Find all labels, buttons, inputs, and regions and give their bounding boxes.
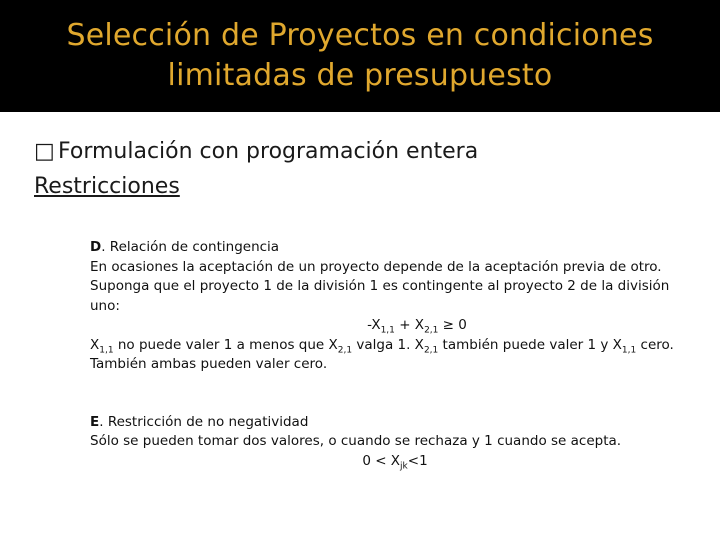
explain-var-1: X xyxy=(90,336,100,353)
section-d-paragraph-2: Suponga que el proyecto 1 de la división 1 es contingente al proyecto 2 de la división uno: xyxy=(90,278,670,314)
eq-sub-2: 2,1 xyxy=(424,325,439,336)
eq-sub-1: 1,1 xyxy=(380,325,395,336)
explain-text-2: valga 1. X xyxy=(352,336,424,353)
title-band xyxy=(0,0,720,112)
nonnegativity-inequality xyxy=(90,452,700,472)
explain-text-1: no puede valer 1 a menos que X xyxy=(113,336,338,353)
section-e-title: . Restricción de no negatividad xyxy=(99,413,309,430)
section-d-title: . Relación de contingencia xyxy=(101,239,280,255)
explain-sub-2: 2,1 xyxy=(337,345,353,356)
ineq-left: 0 < X xyxy=(362,452,401,469)
eq-term-1: -X xyxy=(367,317,381,333)
section-d-heading xyxy=(90,238,700,258)
bullet-text: Formulación con programación entera xyxy=(58,139,479,164)
square-bullet-icon: □ xyxy=(34,139,55,164)
section-d-paragraph-1: En ocasiones la aceptación de un proyecto depende de la aceptación previa de otro. xyxy=(90,258,662,275)
ineq-sub: jk xyxy=(400,461,408,472)
section-e-heading xyxy=(90,413,700,433)
explain-sub-1: 1,1 xyxy=(99,345,114,356)
body-content xyxy=(90,238,700,471)
bullet-item xyxy=(34,137,478,167)
section-e-letter: E xyxy=(90,413,100,430)
section-gap xyxy=(90,375,700,413)
section-d-letter: D xyxy=(90,239,102,255)
explain-sub-3: 2,1 xyxy=(423,345,439,356)
section-d-explanation xyxy=(90,336,700,375)
explain-text-3: también puede valer 1 y xyxy=(438,336,613,353)
subheading-restricciones: Restricciones xyxy=(34,174,180,199)
contingency-equation xyxy=(90,316,700,336)
section-e-paragraph: Sólo se pueden tomar dos valores, o cuando se rechaza y 1 cuando se acepta. xyxy=(90,433,622,449)
slide-title-line-1: Selección de Proyectos en condiciones xyxy=(66,18,654,53)
eq-rhs: ≥ 0 xyxy=(438,317,467,333)
eq-term-2: + X xyxy=(394,317,425,333)
explain-sub-4: 1,1 xyxy=(621,345,637,356)
explain-text-4: cero. También ambas pueden valer cero. xyxy=(90,336,674,372)
slide-title-line-2: limitadas de presupuesto xyxy=(167,58,553,93)
ineq-right: <1 xyxy=(407,452,428,469)
explain-var-4: X xyxy=(612,336,622,353)
